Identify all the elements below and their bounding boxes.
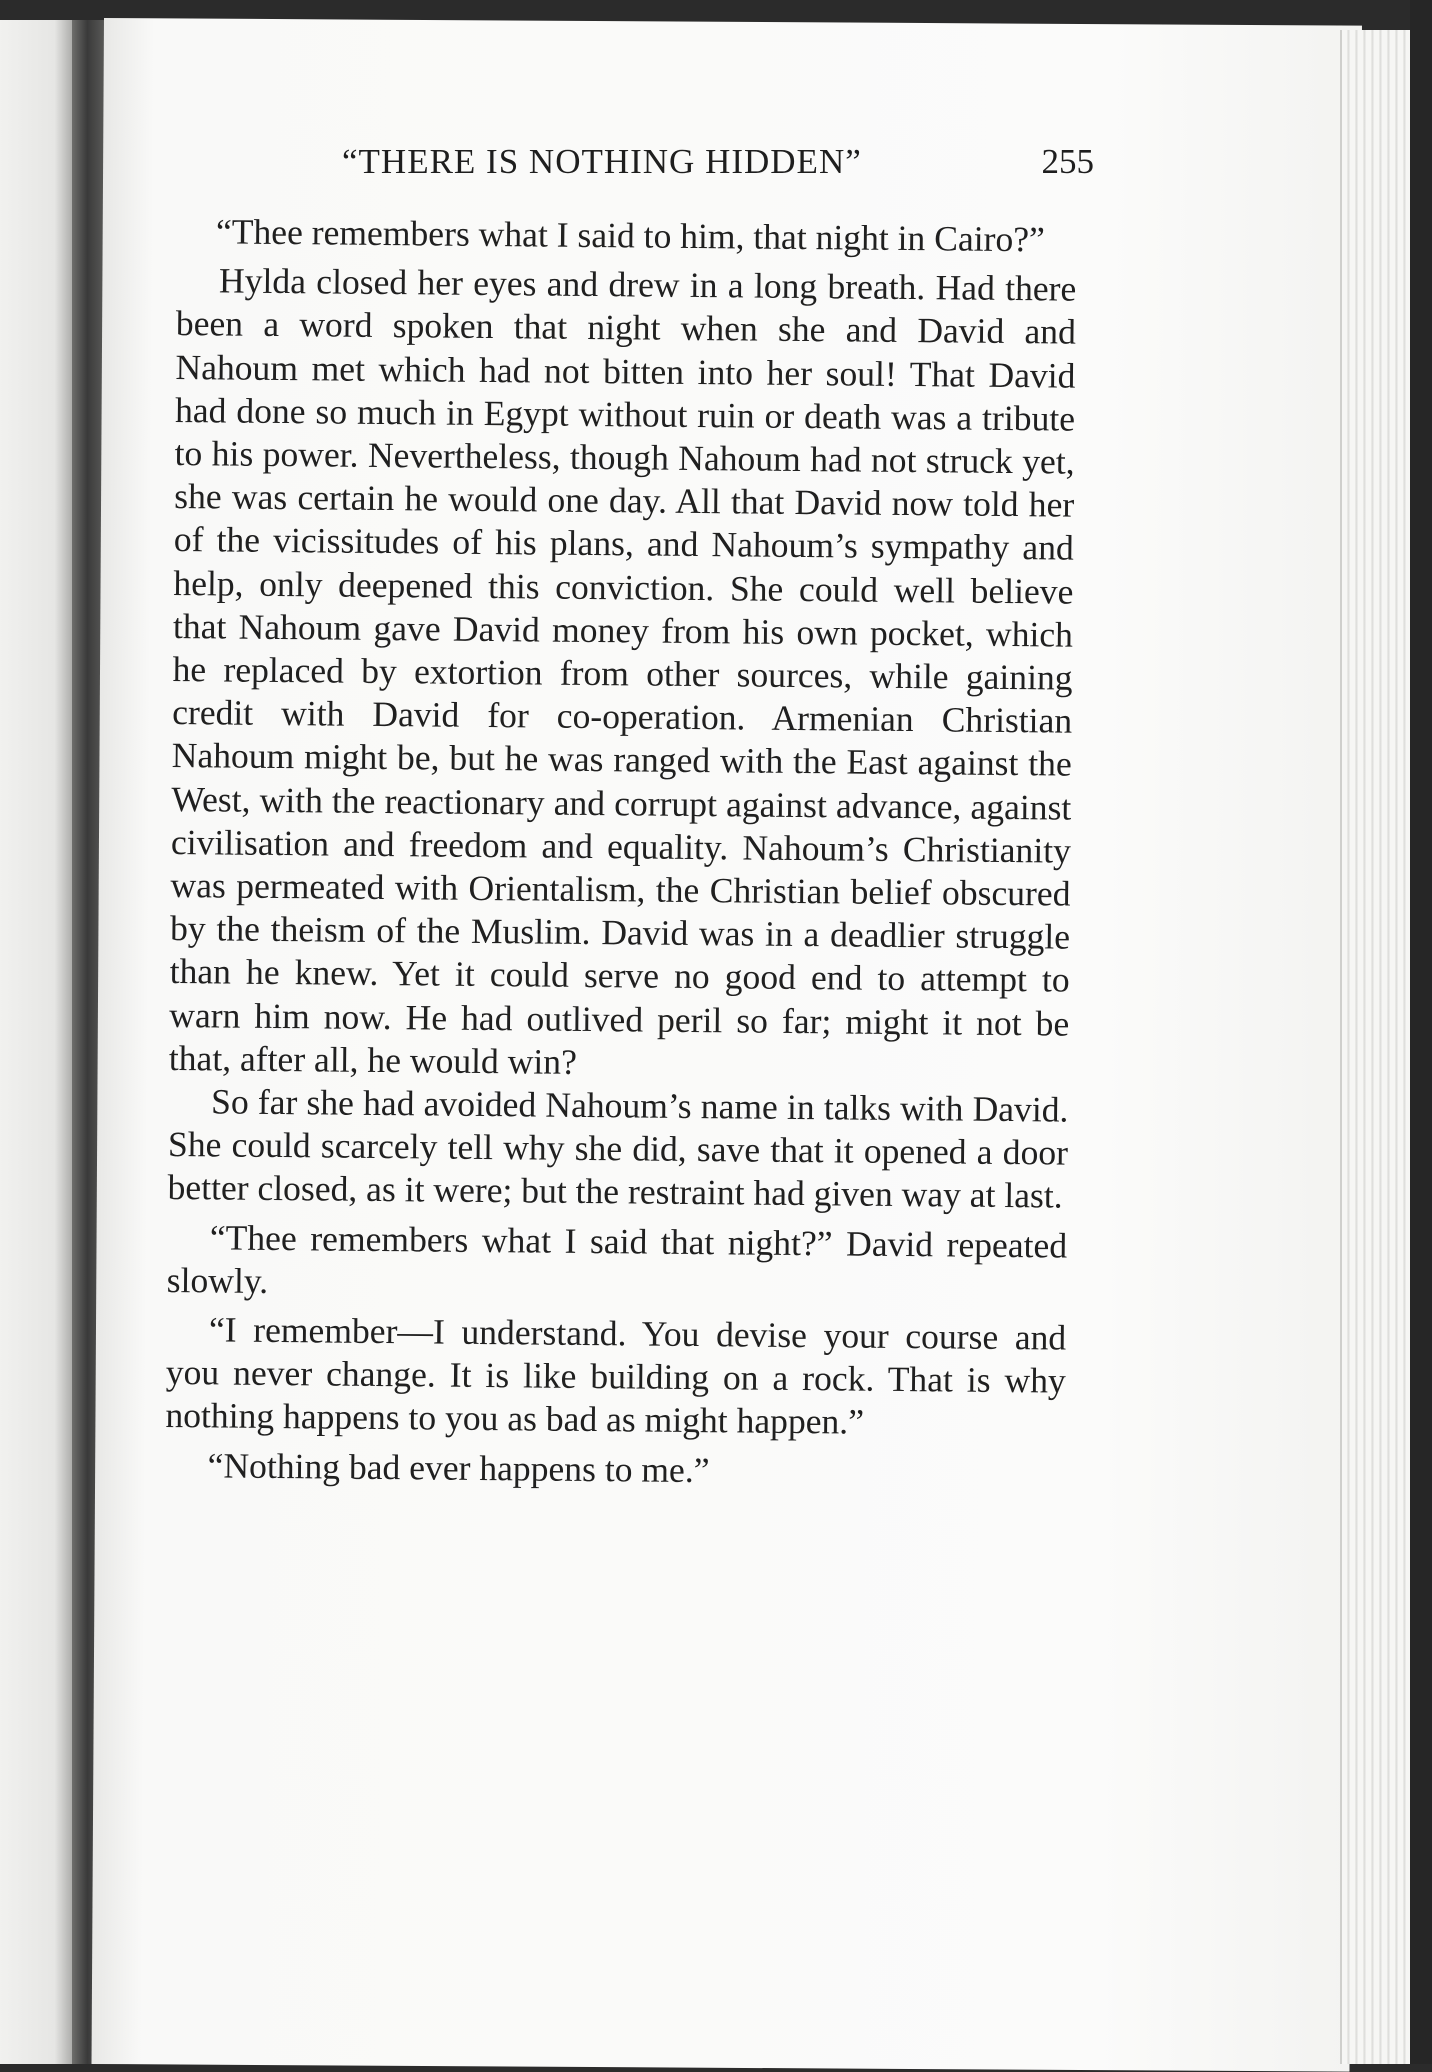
page-header: [220, 142, 1100, 202]
page-edges: [1340, 30, 1412, 2064]
running-title: “THERE IS NOTHING HIDDEN”: [342, 142, 862, 181]
background-edge: [1410, 0, 1432, 2064]
paragraph: So far she had avoided Nahoum’s name in talks with David. She could scarcely tell why she did, save that it opened a door better closed, as it were; but the restraint had given way at last.: [167, 1081, 1069, 1217]
facing-page-edge: [0, 20, 78, 2064]
page-number: 255: [1041, 142, 1094, 181]
paragraph: Hylda closed her eyes and drew in a long breath. Had there been a word spoken that night when she and David and Nahoum met which had not bitten into her soul! That David had done so much in Egypt without ruin or death was a tribute to his power. Nevertheless, though Nahoum had not struck yet, she was certain he would one day. All that David now told her of the vicissitudes of his plans, and Nahoum’s sympathy and help, only deepened this conviction. She could well believe that Nahoum gave David money from his own pocket, which he replaced by extortion from other sources, while gaining credit with David for co-operation. Armenian Christian Nahoum might be, but he was ranged with the East against the West, with the reactionary and corrupt against advance, against civilisation and freedom and equality. Nahoum’s Christianity was permeated with Orientalism, the Christian belief obscured by the theism of the Muslim. David was in a deadlier struggle than he knew. Yet it could serve no good end to attempt to warn him now. He had outlived peril so far; might it not be that, after all, he would win?: [168, 260, 1077, 1082]
paragraph: “Thee remembers what I said that night?” David repeated slowly.: [166, 1217, 1068, 1301]
paragraph: “I remember—I understand. You devise your course and you never change. It is like building on a rock. That is why nothing happens to you as bad as might happen.”: [165, 1309, 1067, 1443]
paragraph: “Nothing bad ever happens to me.”: [207, 1445, 710, 1490]
paragraph: “Thee remembers what I said to him, that night in Cairo?”: [215, 211, 1046, 260]
body-text: [165, 210, 1077, 1495]
